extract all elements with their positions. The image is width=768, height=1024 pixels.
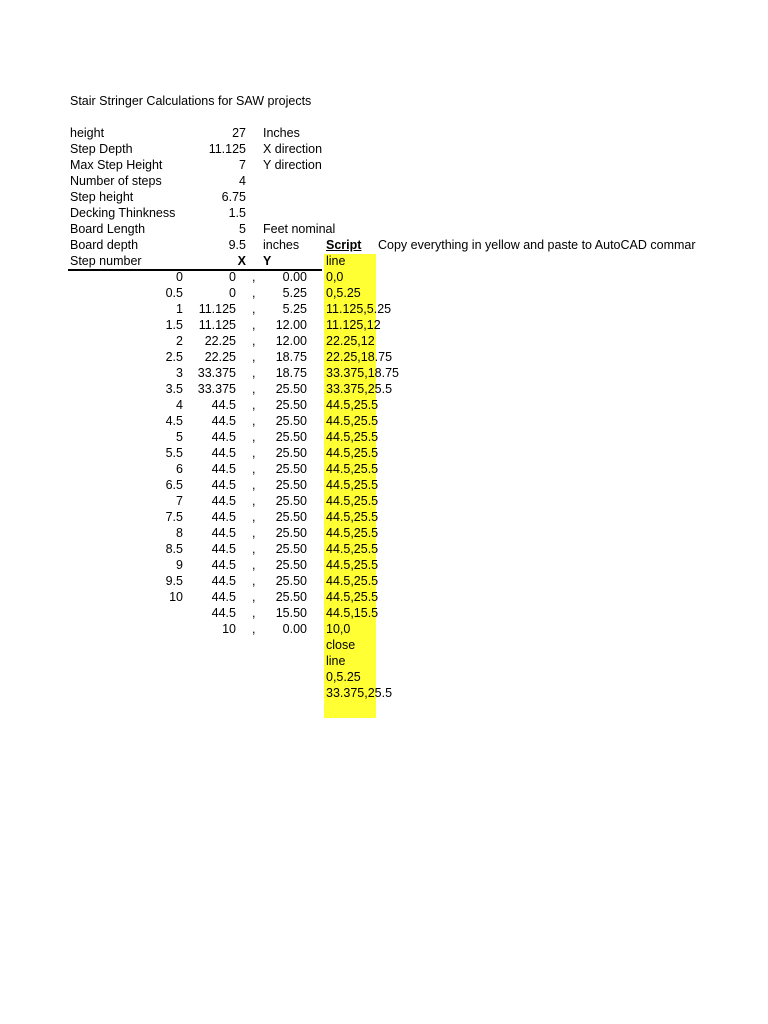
script-line: 33.375,25.5 [326, 686, 393, 700]
step-cell: 8 [176, 526, 183, 540]
param-unit: Inches [263, 126, 300, 140]
separator-cell: , [252, 446, 256, 460]
script-cell: 44.5,15.5 [326, 606, 379, 620]
x-cell: 44.5 [211, 414, 236, 428]
script-cell: 44.5,25.5 [326, 510, 379, 524]
step-cell: 9.5 [165, 574, 183, 588]
param-value: 11.125 [208, 142, 246, 156]
script-cell: 33.375,18.75 [326, 366, 399, 380]
script-cell: 44.5,25.5 [326, 590, 379, 604]
y-cell: 25.50 [275, 398, 307, 412]
x-cell: 0 [229, 270, 236, 284]
x-cell: 44.5 [211, 462, 236, 476]
y-cell: 15.50 [275, 606, 307, 620]
separator-cell: , [252, 366, 256, 380]
param-label: height [70, 126, 105, 140]
separator-cell: , [252, 334, 256, 348]
script-line: 0,5.25 [326, 670, 361, 684]
page-title: Stair Stringer Calculations for SAW projects [70, 94, 312, 108]
script-cell: 11.125,12 [326, 318, 381, 332]
script-cell: 44.5,25.5 [326, 430, 379, 444]
y-cell: 25.50 [275, 478, 307, 492]
script-line: close [326, 638, 356, 652]
script-cell: 44.5,25.5 [326, 478, 379, 492]
y-cell: 25.50 [275, 462, 307, 476]
y-cell: 5.25 [282, 302, 307, 316]
x-cell: 33.375 [197, 382, 236, 396]
x-cell: 44.5 [211, 574, 236, 588]
script-cell: 33.375,25.5 [326, 382, 393, 396]
step-cell: 10 [169, 590, 183, 604]
y-cell: 25.50 [275, 382, 307, 396]
x-cell: 44.5 [211, 526, 236, 540]
separator-cell: , [252, 286, 256, 300]
param-label: Decking Thinkness [70, 206, 176, 220]
script-line-header: line [326, 254, 346, 268]
x-header: X [237, 254, 246, 268]
x-cell: 11.125 [198, 302, 236, 316]
step-cell: 3 [176, 366, 183, 380]
script-cell: 44.5,25.5 [326, 526, 379, 540]
y-cell: 18.75 [275, 350, 307, 364]
y-cell: 0.00 [282, 622, 307, 636]
param-value: 5 [239, 222, 246, 236]
separator-cell: , [252, 414, 256, 428]
script-cell: 0,5.25 [326, 286, 361, 300]
separator-cell: , [252, 430, 256, 444]
separator-cell: , [252, 558, 256, 572]
separator-cell: , [252, 478, 256, 492]
x-cell: 44.5 [211, 478, 236, 492]
step-cell: 1 [176, 302, 183, 316]
x-cell: 22.25 [204, 334, 236, 348]
separator-cell: , [252, 270, 256, 284]
step-cell: 4 [176, 398, 183, 412]
x-cell: 0 [229, 286, 236, 300]
script-cell: 44.5,25.5 [326, 542, 379, 556]
step-cell: 9 [176, 558, 183, 572]
separator-cell: , [252, 574, 256, 588]
param-label: Board depth [70, 238, 139, 252]
separator-cell: , [252, 510, 256, 524]
separator-cell: , [252, 494, 256, 508]
script-cell: 44.5,25.5 [326, 462, 379, 476]
y-cell: 25.50 [275, 558, 307, 572]
step-cell: 6.5 [165, 478, 183, 492]
x-cell: 44.5 [211, 446, 236, 460]
step-cell: 1.5 [165, 318, 183, 332]
separator-cell: , [252, 398, 256, 412]
param-value: 9.5 [228, 238, 246, 252]
script-cell: 22.25,18.75 [326, 350, 393, 364]
separator-cell: , [252, 382, 256, 396]
x-cell: 44.5 [211, 590, 236, 604]
param-value: 27 [232, 126, 246, 140]
script-cell: 44.5,25.5 [326, 414, 379, 428]
param-unit: X direction [263, 142, 323, 156]
y-cell: 25.50 [275, 446, 307, 460]
x-cell: 44.5 [211, 494, 236, 508]
separator-cell: , [252, 462, 256, 476]
script-header: Script [326, 238, 362, 252]
y-cell: 25.50 [275, 430, 307, 444]
step-cell: 5 [176, 430, 183, 444]
y-cell: 25.50 [275, 574, 307, 588]
x-cell: 11.125 [198, 318, 236, 332]
x-cell: 44.5 [211, 430, 236, 444]
x-cell: 10 [222, 622, 236, 636]
y-cell: 25.50 [275, 542, 307, 556]
script-cell: 11.125,5.25 [326, 302, 392, 316]
script-cell: 0,0 [326, 270, 344, 284]
script-cell: 44.5,25.5 [326, 574, 379, 588]
script-cell: 44.5,25.5 [326, 446, 379, 460]
param-unit: Y direction [263, 158, 322, 172]
y-cell: 25.50 [275, 526, 307, 540]
x-cell: 33.375 [197, 366, 236, 380]
step-cell: 7.5 [165, 510, 183, 524]
y-cell: 25.50 [275, 590, 307, 604]
separator-cell: , [252, 350, 256, 364]
script-cell: 44.5,25.5 [326, 494, 379, 508]
step-number-header: Step number [70, 254, 142, 268]
separator-cell: , [252, 606, 256, 620]
param-value: 7 [239, 158, 246, 172]
separator-cell: , [252, 302, 256, 316]
param-label: Step height [70, 190, 134, 204]
param-value: 6.75 [221, 190, 246, 204]
y-cell: 25.50 [275, 510, 307, 524]
script-cell: 44.5,25.5 [326, 398, 379, 412]
param-label: Board Length [70, 222, 146, 236]
y-cell: 18.75 [275, 366, 307, 380]
step-cell: 5.5 [165, 446, 183, 460]
y-cell: 0.00 [282, 270, 307, 284]
step-cell: 2 [176, 334, 183, 348]
step-cell: 0.5 [165, 286, 183, 300]
separator-cell: , [252, 622, 256, 636]
separator-cell: , [252, 526, 256, 540]
param-unit: Feet nominal [263, 222, 336, 236]
x-cell: 44.5 [211, 558, 236, 572]
param-label: Step Depth [70, 142, 133, 156]
step-cell: 6 [176, 462, 183, 476]
script-line: line [326, 654, 346, 668]
y-cell: 12.00 [275, 334, 307, 348]
x-cell: 22.25 [204, 350, 236, 364]
separator-cell: , [252, 542, 256, 556]
step-cell: 8.5 [165, 542, 183, 556]
y-cell: 5.25 [282, 286, 307, 300]
param-label: Number of steps [70, 174, 162, 188]
x-cell: 44.5 [211, 510, 236, 524]
param-value: 4 [239, 174, 246, 188]
y-cell: 25.50 [275, 494, 307, 508]
step-cell: 3.5 [165, 382, 183, 396]
instruction-text: Copy everything in yellow and paste to AutoCAD commar [378, 238, 696, 252]
step-cell: 2.5 [165, 350, 183, 364]
param-value: 1.5 [228, 206, 246, 220]
y-cell: 25.50 [275, 414, 307, 428]
x-cell: 44.5 [211, 398, 236, 412]
param-unit: inches [263, 238, 300, 252]
x-cell: 44.5 [211, 606, 236, 620]
script-cell: 44.5,25.5 [326, 558, 379, 572]
y-cell: 12.00 [275, 318, 307, 332]
separator-cell: , [252, 590, 256, 604]
step-cell: 4.5 [165, 414, 183, 428]
x-cell: 44.5 [211, 542, 236, 556]
param-label: Max Step Height [70, 158, 163, 172]
script-cell: 22.25,12 [326, 334, 375, 348]
script-cell: 10,0 [326, 622, 351, 636]
step-cell: 0 [176, 270, 183, 284]
step-cell: 7 [176, 494, 183, 508]
separator-cell: , [252, 318, 256, 332]
y-header: Y [263, 254, 272, 268]
